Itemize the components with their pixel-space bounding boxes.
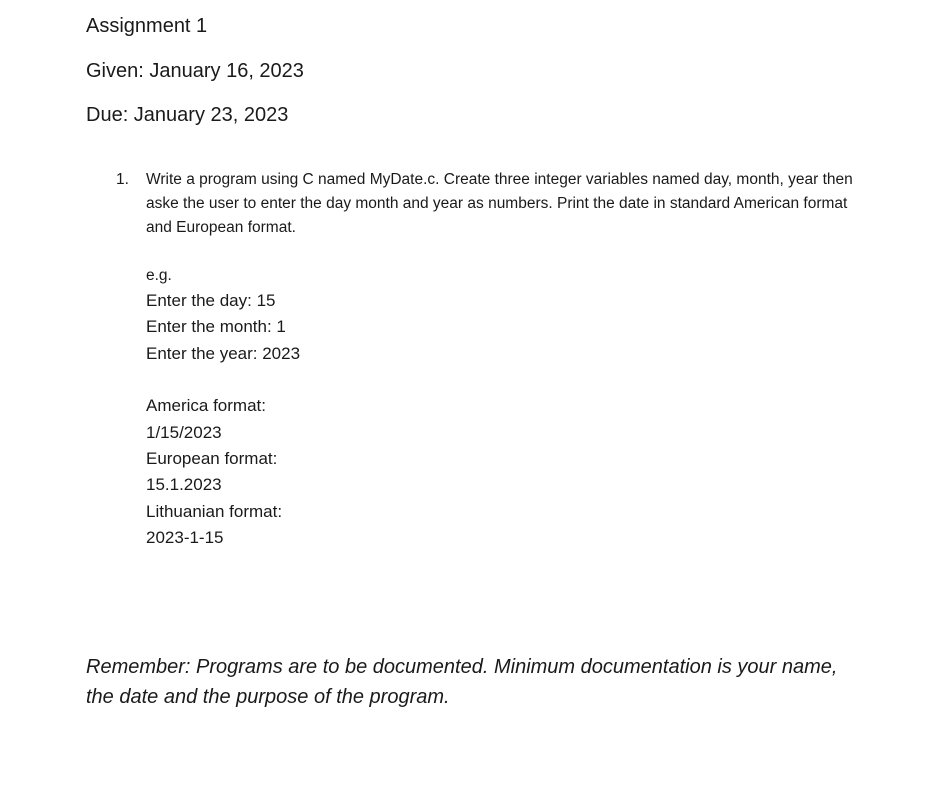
example-line-european-label: European format: — [146, 449, 278, 468]
task-description: Write a program using C named MyDate.c. Create three integer variables named day, month, year then aske the user to enter the day month and year as numbers. Print the date in standard American format and European format. — [146, 171, 853, 236]
example-line-year: Enter the year: 2023 — [146, 344, 301, 363]
example-label: e.g. — [146, 267, 172, 284]
assignment-title: Assignment 1 — [86, 15, 208, 37]
example-line-america-value: 1/15/2023 — [146, 423, 222, 442]
example-line-america-label: America format: — [146, 396, 266, 415]
example-line-lithuanian-label: Lithuanian format: — [146, 502, 283, 521]
example-line-european-value: 15.1.2023 — [146, 475, 222, 494]
example-line-day: Enter the day: 15 — [146, 291, 276, 310]
due-date: Due: January 23, 2023 — [86, 104, 289, 126]
documentation-note: Remember: Programs are to be documented. Minimum documentation is your name, the date and the purpose of the program. — [86, 656, 838, 708]
example-line-month: Enter the month: 1 — [146, 317, 286, 336]
given-date: Given: January 16, 2023 — [86, 60, 304, 82]
task-number: 1. — [116, 171, 129, 188]
example-line-lithuanian-value: 2023-1-15 — [146, 528, 224, 547]
